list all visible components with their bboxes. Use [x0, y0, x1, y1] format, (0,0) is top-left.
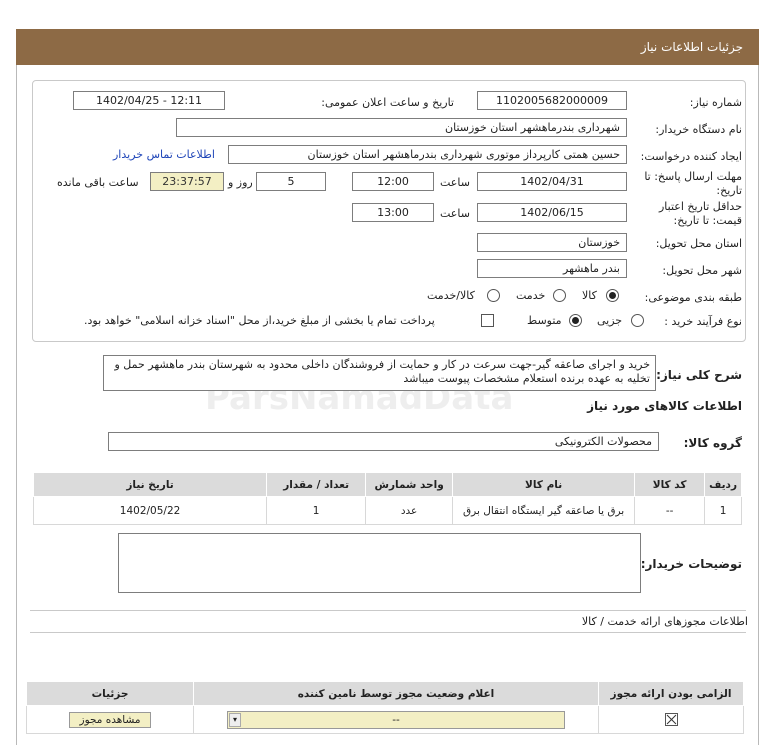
col-qty: تعداد / مقدار: [267, 473, 366, 497]
buyer-notes-label: توضیحات خریدار:: [640, 557, 742, 571]
validity-time-field: 13:00: [352, 203, 434, 222]
cell-permit-required: [599, 706, 744, 734]
remaining-time-field: 23:37:57: [150, 172, 224, 191]
cell-code: --: [635, 497, 705, 525]
goods-table: [33, 472, 742, 525]
announce-field: 1402/04/25 - 12:11: [73, 91, 225, 110]
col-permit-required: الزامی بودن ارائه مجوز: [599, 682, 744, 706]
days-field: 5: [256, 172, 326, 191]
process-radio-medium[interactable]: [569, 314, 582, 327]
need-number-field: 1102005682000009: [477, 91, 627, 110]
province-label: استان محل تحویل:: [655, 237, 742, 250]
category-radio-service[interactable]: [553, 289, 566, 302]
table-row: [27, 706, 744, 734]
process-option-minor: جزیی: [597, 314, 623, 327]
goods-group-label: گروه کالا:: [683, 436, 742, 450]
col-date: تاریخ نیاز: [34, 473, 267, 497]
goods-table-header: [34, 473, 742, 497]
col-permit-status: اعلام وضعیت مجوز توسط نامین کننده: [194, 682, 599, 706]
chevron-down-icon: ▾: [229, 713, 241, 727]
category-radio-both[interactable]: [487, 289, 500, 302]
col-row: ردیف: [705, 473, 742, 497]
deadline-time-field: 12:00: [352, 172, 434, 191]
remaining-label: ساعت باقی مانده: [57, 176, 139, 189]
cell-date: 1402/05/22: [34, 497, 267, 525]
category-option-service: خدمت: [516, 289, 546, 302]
col-name: نام کالا: [453, 473, 635, 497]
buyer-org-label: نام دستگاه خریدار:: [655, 123, 742, 136]
permit-required-checkbox: [665, 713, 678, 726]
page-title: جزئیات اطلاعات نیاز: [640, 40, 743, 54]
process-label: نوع فرآیند خرید :: [664, 315, 742, 328]
payment-note: پرداخت تمام یا بخشی از مبلغ خرید،از محل "اسناد خزانه اسلامی" خواهد بود.: [84, 314, 435, 327]
col-code: کد کالا: [635, 473, 705, 497]
payment-treasury-checkbox[interactable]: [481, 314, 494, 327]
buyer-contact-link[interactable]: اطلاعات تماس خریدار: [113, 148, 215, 161]
process-option-medium: متوسط: [527, 314, 562, 327]
deadline-label-1: مهلت ارسال پاسخ: تا: [644, 170, 742, 183]
category-label: طبقه بندی موضوعی:: [644, 291, 742, 304]
cell-permit-status: [194, 706, 599, 734]
creator-label: ایجاد کننده درخواست:: [640, 150, 742, 163]
view-permit-button[interactable]: مشاهده مجوز: [69, 712, 152, 728]
buyer-notes-box: [118, 533, 641, 593]
watermark-text: ParsNamadData: [205, 378, 514, 418]
validity-date-field: 1402/06/15: [477, 203, 627, 222]
description-label: شرح کلی نیاز:: [656, 368, 742, 382]
page-header: [16, 29, 759, 65]
cell-qty: 1: [267, 497, 366, 525]
permits-table-header: [27, 682, 744, 706]
validity-label-1: حداقل تاریخ اعتبار: [658, 200, 742, 213]
cell-row: 1: [705, 497, 742, 525]
category-radio-goods[interactable]: [606, 289, 619, 302]
creator-field: حسین همتی کارپرداز موتوری شهرداری بندرماهشهر استان خوزستان: [228, 145, 627, 164]
cell-name: برق یا صاعقه گیر ایستگاه انتقال برق: [453, 497, 635, 525]
permit-status-select[interactable]: [227, 711, 565, 729]
need-number-label: شماره نیاز:: [689, 96, 742, 109]
city-field: بندر ماهشهر: [477, 259, 627, 278]
cell-permit-details: [27, 706, 194, 734]
validity-label-2: قیمت: تا تاریخ:: [673, 214, 742, 227]
process-radio-minor[interactable]: [631, 314, 644, 327]
deadline-time-label: ساعت: [440, 176, 470, 189]
category-option-goods: کالا: [582, 289, 597, 302]
permits-section-title: اطلاعات مجوزهای ارائه خدمت / کالا: [581, 615, 748, 628]
cell-unit: عدد: [366, 497, 453, 525]
goods-group-field: محصولات الکترونیکی: [108, 432, 659, 451]
col-unit: واحد شمارش: [366, 473, 453, 497]
table-row: [34, 497, 742, 525]
validity-time-label: ساعت: [440, 207, 470, 220]
deadline-date-field: 1402/04/31: [477, 172, 627, 191]
section-divider: [30, 610, 746, 611]
days-label: روز و: [228, 176, 253, 189]
deadline-label-2: تاریخ:: [716, 184, 742, 197]
buyer-org-field: شهرداری بندرماهشهر استان خوزستان: [176, 118, 627, 137]
province-field: خوزستان: [477, 233, 627, 252]
goods-section-title: اطلاعات کالاهای مورد نیاز: [587, 399, 742, 413]
section-divider: [30, 632, 746, 633]
city-label: شهر محل تحویل:: [662, 264, 742, 277]
cross-icon: [666, 714, 677, 725]
announce-label: تاریخ و ساعت اعلان عمومی:: [321, 96, 454, 109]
permit-status-value: --: [392, 713, 400, 726]
col-permit-details: جزئیات: [27, 682, 194, 706]
category-option-both: کالا/خدمت: [427, 289, 475, 302]
description-box: خرید و اجرای صاعقه گیر-جهت سرعت در کار و حمایت از فروشندگان داخلی محدود به شهرستان بندر ماهشهر حمل و تخلیه به عهده برنده استعلام مشخصات پیوست میباشد: [103, 355, 656, 391]
permits-table: [26, 681, 744, 734]
